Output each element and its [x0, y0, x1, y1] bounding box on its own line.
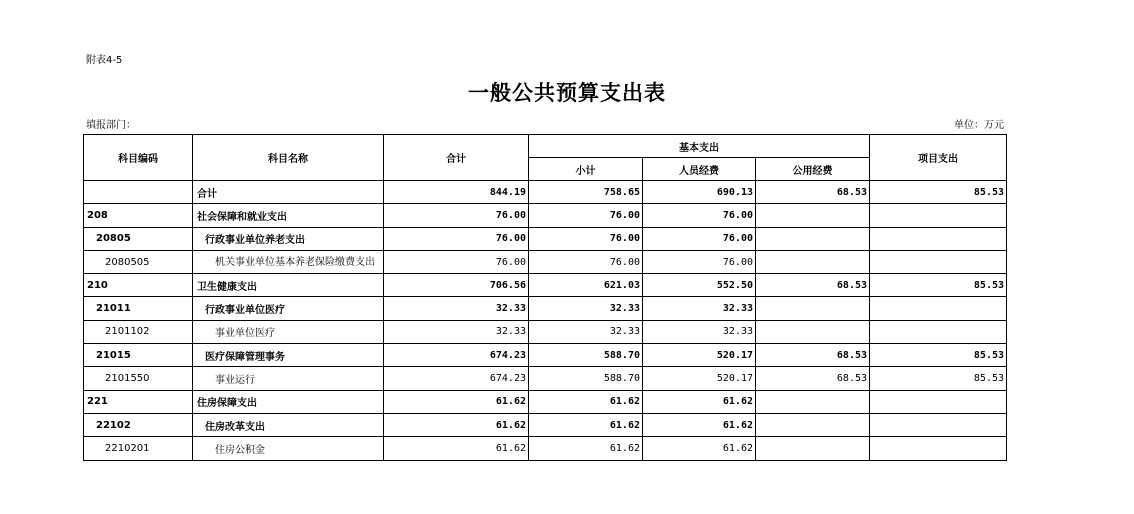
cell-public: 68.53 — [756, 367, 870, 390]
table-row — [84, 390, 1007, 413]
cell-project: 85.53 — [870, 367, 1007, 390]
cell-subtotal: 61.62 — [529, 437, 643, 460]
cell-total: 76.00 — [384, 204, 529, 227]
cell-public — [756, 413, 870, 436]
cell-name: 住房保障支出 — [193, 390, 384, 413]
cell-subtotal: 32.33 — [529, 320, 643, 343]
cell-code: 221 — [84, 390, 193, 413]
cell-public — [756, 320, 870, 343]
cell-total: 674.23 — [384, 344, 529, 367]
cell-subtotal: 758.65 — [529, 181, 643, 204]
cell-subtotal: 61.62 — [529, 390, 643, 413]
table-row — [84, 344, 1007, 367]
cell-subtotal: 76.00 — [529, 204, 643, 227]
cell-name: 机关事业单位基本养老保险缴费支出 — [193, 250, 384, 273]
cell-name: 卫生健康支出 — [193, 274, 384, 297]
page-title: 一般公共预算支出表 — [468, 80, 666, 105]
cell-name: 行政事业单位医疗 — [193, 297, 384, 320]
cell-code: 20805 — [84, 227, 193, 250]
cell-code: 2080505 — [84, 250, 193, 273]
cell-public: 68.53 — [756, 274, 870, 297]
cell-code: 208 — [84, 204, 193, 227]
cell-subtotal: 621.03 — [529, 274, 643, 297]
cell-total: 706.56 — [384, 274, 529, 297]
cell-name: 行政事业单位养老支出 — [193, 227, 384, 250]
cell-personnel: 520.17 — [643, 367, 756, 390]
cell-project — [870, 437, 1007, 460]
cell-personnel: 32.33 — [643, 320, 756, 343]
header-code: 科目编码 — [84, 135, 193, 181]
cell-code: 2101102 — [84, 320, 193, 343]
cell-personnel: 61.62 — [643, 413, 756, 436]
cell-personnel: 76.00 — [643, 250, 756, 273]
cell-project — [870, 297, 1007, 320]
table-row — [84, 367, 1007, 390]
cell-name: 事业运行 — [193, 367, 384, 390]
cell-public — [756, 297, 870, 320]
cell-personnel: 61.62 — [643, 437, 756, 460]
header-public: 公用经费 — [756, 158, 870, 181]
header-name: 科目名称 — [193, 135, 384, 181]
cell-name: 社会保障和就业支出 — [193, 204, 384, 227]
cell-code: 22102 — [84, 413, 193, 436]
cell-project — [870, 204, 1007, 227]
cell-name: 住房改革支出 — [193, 413, 384, 436]
cell-name: 住房公积金 — [193, 437, 384, 460]
cell-name: 合计 — [193, 181, 384, 204]
cell-total: 844.19 — [384, 181, 529, 204]
cell-personnel: 552.50 — [643, 274, 756, 297]
table-row — [84, 320, 1007, 343]
cell-personnel: 690.13 — [643, 181, 756, 204]
table-body — [84, 181, 1007, 461]
unit-label: 单位：万元 — [954, 120, 1004, 131]
cell-public — [756, 204, 870, 227]
table-row — [84, 204, 1007, 227]
cell-project — [870, 227, 1007, 250]
cell-project — [870, 250, 1007, 273]
cell-total: 61.62 — [384, 413, 529, 436]
header-basic: 基本支出 — [529, 135, 870, 158]
cell-project: 85.53 — [870, 344, 1007, 367]
cell-personnel: 32.33 — [643, 297, 756, 320]
cell-subtotal: 61.62 — [529, 413, 643, 436]
header-personnel: 人员经费 — [643, 158, 756, 181]
table-row — [84, 181, 1007, 204]
cell-public — [756, 390, 870, 413]
cell-total: 32.33 — [384, 297, 529, 320]
cell-code: 21011 — [84, 297, 193, 320]
cell-project — [870, 413, 1007, 436]
cell-project: 85.53 — [870, 274, 1007, 297]
table-row — [84, 227, 1007, 250]
cell-code: 2101550 — [84, 367, 193, 390]
cell-personnel: 76.00 — [643, 204, 756, 227]
cell-public: 68.53 — [756, 344, 870, 367]
cell-personnel: 76.00 — [643, 227, 756, 250]
cell-subtotal: 76.00 — [529, 227, 643, 250]
header-project: 项目支出 — [870, 135, 1007, 181]
cell-total: 76.00 — [384, 250, 529, 273]
fill-department-label: 填报部门： — [86, 120, 136, 131]
cell-public — [756, 437, 870, 460]
cell-total: 76.00 — [384, 227, 529, 250]
cell-code — [84, 181, 193, 204]
cell-subtotal: 76.00 — [529, 250, 643, 273]
cell-personnel: 61.62 — [643, 390, 756, 413]
cell-public: 68.53 — [756, 181, 870, 204]
cell-total: 674.23 — [384, 367, 529, 390]
cell-project: 85.53 — [870, 181, 1007, 204]
cell-project — [870, 390, 1007, 413]
cell-total: 61.62 — [384, 390, 529, 413]
header-subtotal: 小计 — [529, 158, 643, 181]
cell-name: 事业单位医疗 — [193, 320, 384, 343]
cell-public — [756, 227, 870, 250]
cell-name: 医疗保障管理事务 — [193, 344, 384, 367]
cell-total: 61.62 — [384, 437, 529, 460]
cell-total: 32.33 — [384, 320, 529, 343]
cell-subtotal: 32.33 — [529, 297, 643, 320]
table-row — [84, 250, 1007, 273]
attachment-label: 附表4-5 — [86, 55, 123, 66]
cell-personnel: 520.17 — [643, 344, 756, 367]
cell-code: 2210201 — [84, 437, 193, 460]
header-total: 合计 — [384, 135, 529, 181]
table-row — [84, 413, 1007, 436]
cell-code: 21015 — [84, 344, 193, 367]
cell-subtotal: 588.70 — [529, 344, 643, 367]
cell-code: 210 — [84, 274, 193, 297]
budget-expenditure-table — [83, 134, 1007, 461]
cell-project — [870, 320, 1007, 343]
table-row — [84, 297, 1007, 320]
table-row — [84, 274, 1007, 297]
table-row — [84, 437, 1007, 460]
cell-public — [756, 250, 870, 273]
cell-subtotal: 588.70 — [529, 367, 643, 390]
